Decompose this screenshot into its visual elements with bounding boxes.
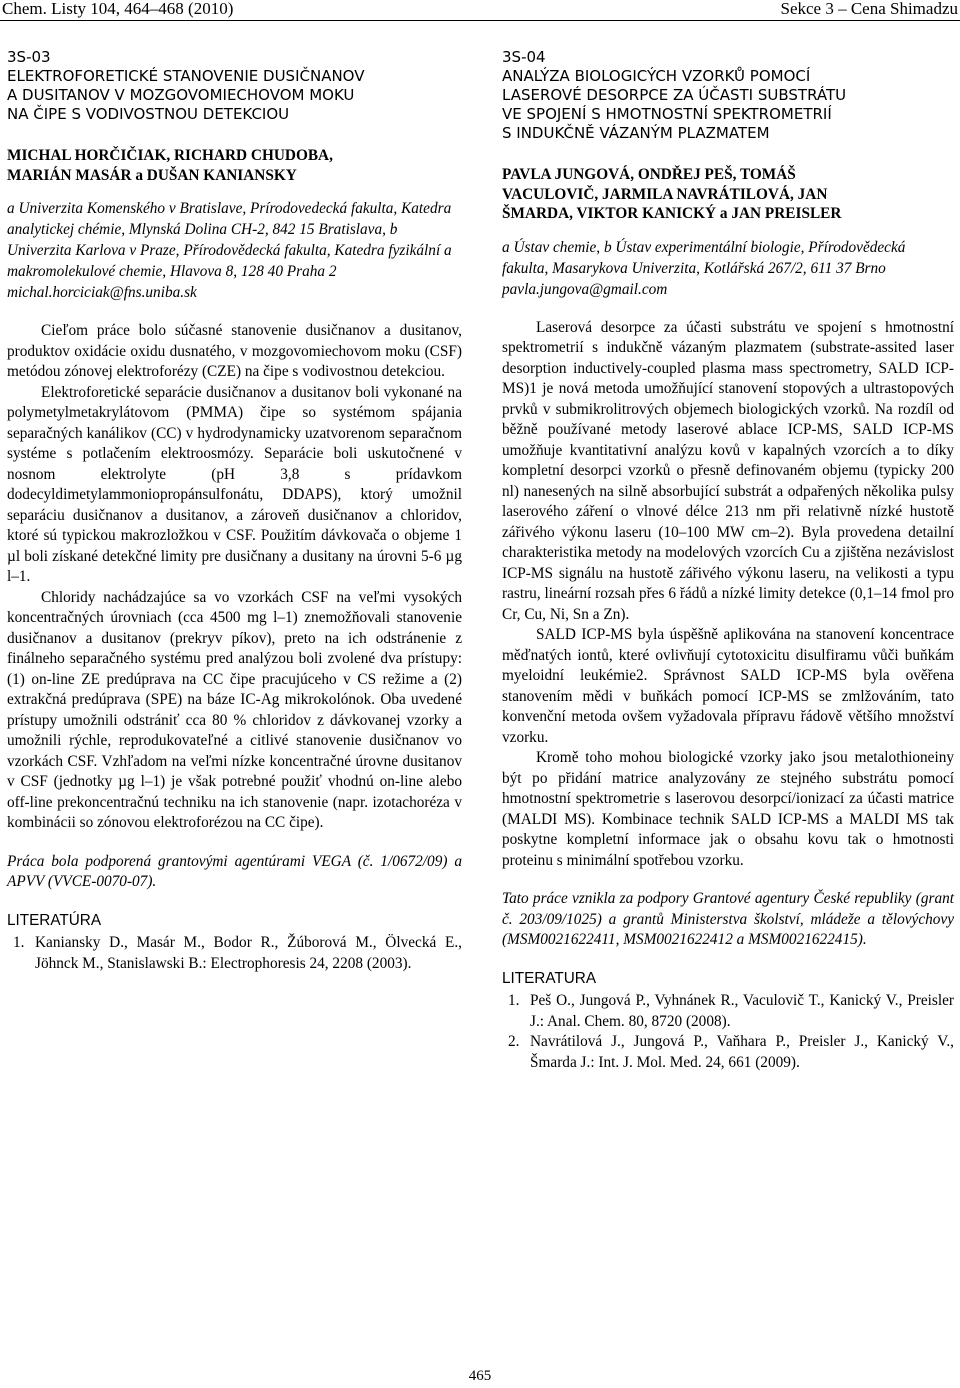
abstract-code: 3S-03 — [7, 48, 51, 66]
abstract-title — [502, 67, 954, 143]
email: pavla.jungova@gmail.com — [502, 280, 668, 298]
email: michal.horciciak@fns.uniba.sk — [7, 284, 197, 301]
affiliation: a Ústav chemie, b Ústav experimentální biologie, Přírodovědecká fakulta, Masarykova Univerzita, Kotlářská 267/2, 611 37 Brno — [502, 238, 906, 277]
authors-line: ŠMARDA, VIKTOR KANICKÝ a JAN PREISLER — [502, 205, 842, 222]
abstract-3s-04 — [502, 48, 954, 1073]
reference-list — [502, 991, 954, 1073]
paragraph: Cieľom práce bolo súčasné stanovenie dusičnanov a dusitanov, produktov oxidácie oxidu dusnatého, v mozgovomiechovom moku (CSF) metódou zónovej elektroforézy (CZE) na čipe s vodivostnou detekciou. — [7, 322, 462, 380]
title-line: A DUSITANOV V MOZGOVOMIECHOVOM MOKU — [7, 86, 355, 104]
author-list — [502, 165, 954, 224]
paragraph: Chloridy nachádzajúce sa vo vzorkách CSF na veľmi vysokých koncentračných úrovniach (cca 4500 mg l–1) znemožňovali stanovenie dusičnanov a dusitanov (prekryv píkov), preto na ich odstránenie z finálneho separačného systému pred analýzou boli zvolené dva prístupy: (1) on-line ZE predúprava na CC čipe pracujúceho v CS režime a (2) extrakčná predúprava (SPE) na báze IC-Ag mikrokolónok. Oba uvedené prístupy umožnili odstrániť cca 80 % chloridov z dávkovanej vzorky a umožnili rýchle, reprodukovateľné a citlivé stanovenie dusičnanov vo vzorkách CSF. Vzhľadom na veľmi nízke koncentračné úrovne dusitanov v CSF (jednotky µg l–1) je však potrebné použiť vhodnú on-line alebo off-line prekoncentračnú techniku na ich stanovenie (napr. izotachoréza v kombinácii so zónovou elektroforézou na CC čipe). — [7, 588, 462, 831]
title-line: ANALÝZA BIOLOGICÝCH VZORKŮ POMOCÍ — [502, 67, 811, 85]
acknowledgement: Tato práce vznikla za podpory Grantové agentury České republiky (grant č. 203/09/1025) a grantů Ministerstva školství, mládeže a tělovýchovy (MSM0021622411, MSM0021622412 a MSM0021622415). — [502, 890, 954, 948]
page-number: 465 — [468, 1368, 492, 1384]
authors-line: MICHAL HORČIČIAK, RICHARD CHUDOBA, — [7, 147, 333, 164]
authors-line: MARIÁN MASÁR a DUŠAN KANIANSKY — [7, 166, 297, 184]
abstract-code: 3S-04 — [502, 48, 546, 66]
acknowledgement: Práca bola podporená grantovými agentúrami VEGA (č. 1/0672/09) a APVV (VVCE-0070-07). — [7, 852, 462, 890]
reference-item: 1. Kaniansky D., Masár M., Bodor R., Žúborová M., Ölvecká E., Jöhnck M., Stanislawski B.: Electrophoresis 24, 2208 (2003). — [13, 934, 462, 972]
author-list — [7, 146, 462, 185]
section-label: Sekce 3 – Cena Shimadzu — [780, 0, 958, 18]
references-heading: LITERATÚRA — [7, 911, 102, 929]
title-line: S INDUKČNĚ VÁZANÝM PLAZMATEM — [502, 124, 770, 142]
paragraph: Elektroforetické separácie dusičnanov a dusitanov boli vykonané na polymetylmetakrylátovom (PMMA) čipe so systémom spájania separačných kanálikov (CC) v hydrodynamicky uzatvorenom separačnom systéme s potlačením elektroosmózy. Separácie boli uskutočnené v nosnom elektrolyte (pH 3,8 s prídavkom dodecyldimetylammoniopropánsulfonátu, DDAPS), ktorý umožnil separáciu dusičnanov a dusitanov, a zároveň dusičnanov a chloridov, ktoré sú typickou makrozložkou v CSF. Použitím dávkovača o objeme 1 µl boli získané detekčné limity pre dusičnany a dusitany na úrovni 5-6 µg l–1. — [7, 383, 462, 585]
journal-citation: Chem. Listy 104, 464–468 (2010) — [2, 0, 234, 18]
reference-item: 1. Peš O., Jungová P., Vyhnánek R., Vaculovič T., Kanický V., Preisler J.: Anal. Chem. 80, 8720 (2008). — [508, 992, 954, 1030]
title-line: ELEKTROFORETICKÉ STANOVENIE DUSIČNANOV — [7, 67, 365, 85]
title-line: LASEROVÉ DESORPCE ZA ÚČASTI SUBSTRÁTU — [502, 86, 847, 104]
reference-item: 2. Navrátilová J., Jungová P., Vaňhara P., Preisler J., Kanický V., Šmarda J.: Int. J. Mol. Med. 24, 661 (2009). — [508, 1033, 954, 1071]
abstract-3s-03 — [7, 48, 462, 974]
authors-line: PAVLA JUNGOVÁ, ONDŘEJ PEŠ, TOMÁŠ — [502, 166, 796, 183]
paragraph: Kromě toho mohou biologické vzorky jako jsou metalothioneiny být po přidání matrice analyzovány ze stejného substrátu pomocí hmotnostní spektrometrie s laserovou desorpcí/ionizací za účasti matrice (MALDI MS). Kombinace technik SALD ICP-MS a MALDI MS tak poskytne kompletní informace jak o obsahu kovu tak o hmotnosti proteinu s minimální spotřebou vzorku. — [502, 749, 954, 869]
affiliation: a Univerzita Komenského v Bratislave, Prírodovedecká fakulta, Katedra analytickej chémie, Mlynská Dolina CH-2, 842 15 Bratislava, b Univerzita Karlova v Praze, Přírodovědecká fakulta, Katedra fyzikální a makromolekulové chemie, Hlavova 8, 128 40 Praha 2 — [7, 200, 452, 280]
reference-list — [7, 933, 462, 974]
authors-line: VACULOVIČ, JARMILA NAVRÁTILOVÁ, JAN — [502, 185, 828, 203]
paragraph: Laserová desorpce za účasti substrátu ve spojení s hmotnostní spektrometrií s indukčně vázaným plazmatem (substrate-assited laser desorption inductively-coupled plasma mass spectrometry, SALD ICP-MS)1 je nová metoda umožňující stanovení stopových a ultrastopových prvků v submikrolitrových objemech biologických vzorků. Na rozdíl od běžně používané metody laserové ablace ICP-MS, SALD ICP-MS umožňuje kvantitativní analýzu kovů v kapalných vzorcích a to díky kompletní desorpci vzorků o přesně definovaném objemu (typicky 200 nl) nanesených na silně absorbující substrát a odpařených několika pulsy laserového záření o vlnové délce 213 nm při relativně nízké hustotě zářivého výkonu laseru (10–100 MW cm–2). Byla provedena detailní charakteristika metody na modelových vzorcích Cu a zjištěna nezávislost ICP-MS signálu na hustotě zářivého výkonu laseru, na velikosti a typu rastru, lineární rozsah přes 6 řádů a nízké limity detekce (0,1–14 fmol pro Cr, Cu, Ni, Sn a Zn). — [502, 318, 954, 623]
abstract-body — [502, 318, 954, 872]
references-heading: LITERATURA — [502, 969, 597, 987]
paragraph: SALD ICP-MS byla úspěšně aplikována na stanovení koncentrace měďnatých iontů, které ovlivňují cytotoxicitu disulfiramu vůči buňkám myeloidní leukémie2. Správnost SALD ICP-MS byla ověřena stanovením mědi v buňkách pomocí ICP-MS se zmlžováním, tato konvenční metoda ovšem vyžadovala přípravu řádově většího množství vzorku. — [502, 626, 954, 746]
abstract-title — [7, 67, 462, 124]
title-line: NA ČIPE S VODIVOSTNOU DETEKCIOU — [7, 105, 290, 123]
title-line: VE SPOJENÍ S HMOTNOSTNÍ SPEKTROMETRIÍ — [502, 105, 832, 123]
running-header — [0, 0, 960, 20]
abstract-body — [7, 321, 462, 834]
header-rule — [0, 20, 960, 21]
